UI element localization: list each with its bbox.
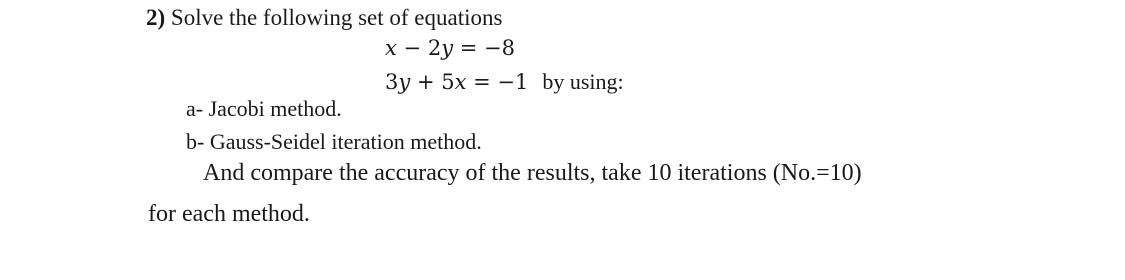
question-number: 2) — [146, 5, 166, 30]
equation-1-variable: y — [441, 36, 454, 60]
equation-2-term-a: 3y — [385, 70, 411, 94]
instruction-line-2: for each method. — [148, 201, 310, 227]
instruction-line-1: And compare the accuracy of the results, take 10 iterations (No.=10) — [203, 160, 862, 186]
equation-1 — [385, 38, 515, 59]
question-heading — [146, 6, 502, 29]
equation-2-variable: x — [454, 70, 467, 94]
equation-2-coefficient: 5 — [441, 70, 455, 94]
equation-1-coefficient: 2 — [427, 36, 442, 60]
by-using-text: by using: — [542, 69, 624, 94]
method-a: a- Jacobi method. — [186, 96, 342, 121]
equation-1-operator: − — [403, 36, 422, 60]
method-b: b- Gauss-Seidel iteration method. — [186, 129, 482, 154]
question-text: Solve the following set of equations — [170, 5, 503, 30]
equation-1-rhs: = −8 — [459, 36, 515, 60]
equation-2 — [385, 71, 624, 93]
equation-2-operator: + — [416, 70, 435, 94]
equation-2-rhs: = −1 — [473, 70, 529, 94]
equation-1-term-a: x — [385, 36, 397, 60]
